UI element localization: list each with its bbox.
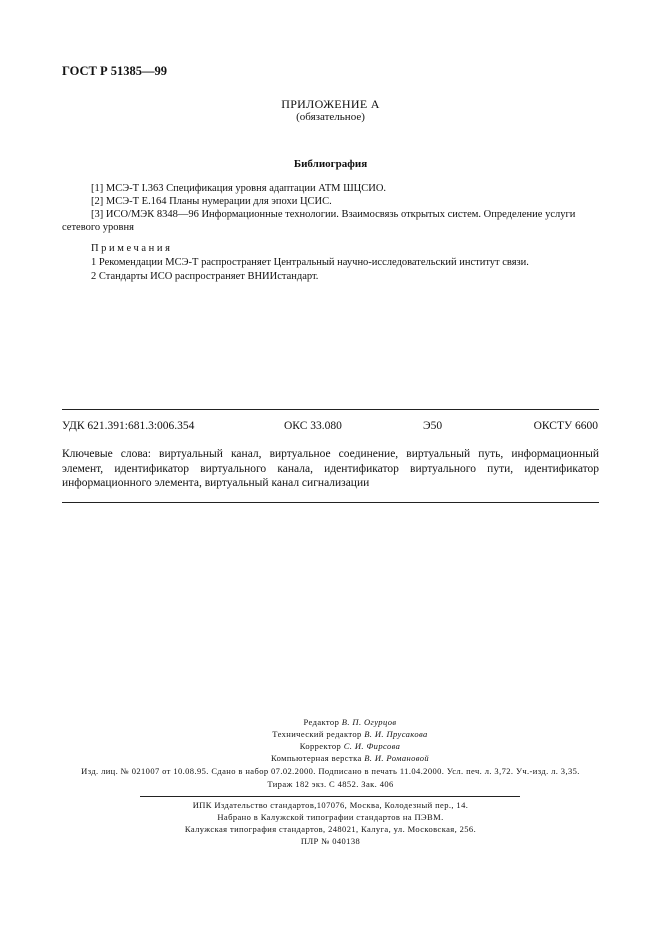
okstu-code: ОКСТУ 6600 [533,420,598,432]
credit-person: В. П. Огурцов [341,717,397,727]
print-info-line-2: Тираж 182 экз. С 4852. Зак. 406 [267,779,394,789]
publisher-line-4: ПЛР № 040138 [300,836,361,846]
divider-top [62,409,599,410]
publisher-line-1: ИПК Издательство стандартов,107076, Москва, Колодезный пер., 14. [192,800,469,810]
credit-proofreader [220,740,480,752]
divider-short [140,796,520,797]
notes-heading: Примечания [91,243,173,254]
bibliography-ref-2: [2] МСЭ-Т Е.164 Планы нумерации для эпохи ЦСИС. [91,196,332,207]
credit-layout [220,752,480,764]
bibliography-ref-3-continuation: сетевого уровня [62,222,134,233]
credit-role: Корректор [299,741,342,751]
credit-person: В. И. Романовой [364,753,430,763]
udk-code: УДК 621.391:681.3:006.354 [62,420,195,432]
credit-tech-editor [220,728,480,740]
appendix-subtitle: (обязательное) [296,111,365,123]
print-info-line-1: Изд. лиц. № 021007 от 10.08.95. Сдано в набор 07.02.2000. Подписано в печать 11.04.2000. Усл. печ. л. 3,72. Уч.-изд. л. 3,35. [81,766,580,776]
note-1: 1 Рекомендации МСЭ-Т распространяет Центральный научно-исследовательский институт связи. [91,257,529,268]
divider-bottom [62,502,599,503]
credits-block [220,716,480,764]
credit-person: В. И. Прусакова [364,729,428,739]
credit-role: Редактор [303,717,340,727]
note-2: 2 Стандарты ИСО распространяет ВНИИстандарт. [91,271,319,282]
appendix-title: ПРИЛОЖЕНИЕ А [281,97,380,111]
oks-code: ОКС 33.080 [284,420,342,432]
e-code: Э50 [423,420,443,432]
credit-role: Компьютерная верстка [270,753,362,763]
bibliography-ref-1: [1] МСЭ-Т I.363 Спецификация уровня адаптации АТМ ШЦСИО. [91,183,387,194]
publisher-line-3: Калужская типография стандартов, 248021, Калуга, ул. Московская, 256. [184,824,477,834]
credit-person: С. И. Фирсова [343,741,401,751]
credit-editor [220,716,480,728]
keywords-paragraph: Ключевые слова: виртуальный канал, виртуальное соединение, виртуальный путь, информационный элемент, идентификатор виртуального канала, идентификатор виртуального пути, идентификатор информационного элемента, виртуальный канал сигнализации [62,448,599,489]
publisher-line-2: Набрано в Калужской типографии стандартов на ПЭВМ. [217,812,444,822]
credit-role: Технический редактор [272,729,362,739]
document-code: ГОСТ Р 51385—99 [62,64,168,78]
bibliography-ref-3: [3] ИСО/МЭК 8348—96 Информационные технологии. Взаимосвязь открытых систем. Определение услуги [91,209,576,220]
bibliography-title: Библиография [293,158,368,170]
